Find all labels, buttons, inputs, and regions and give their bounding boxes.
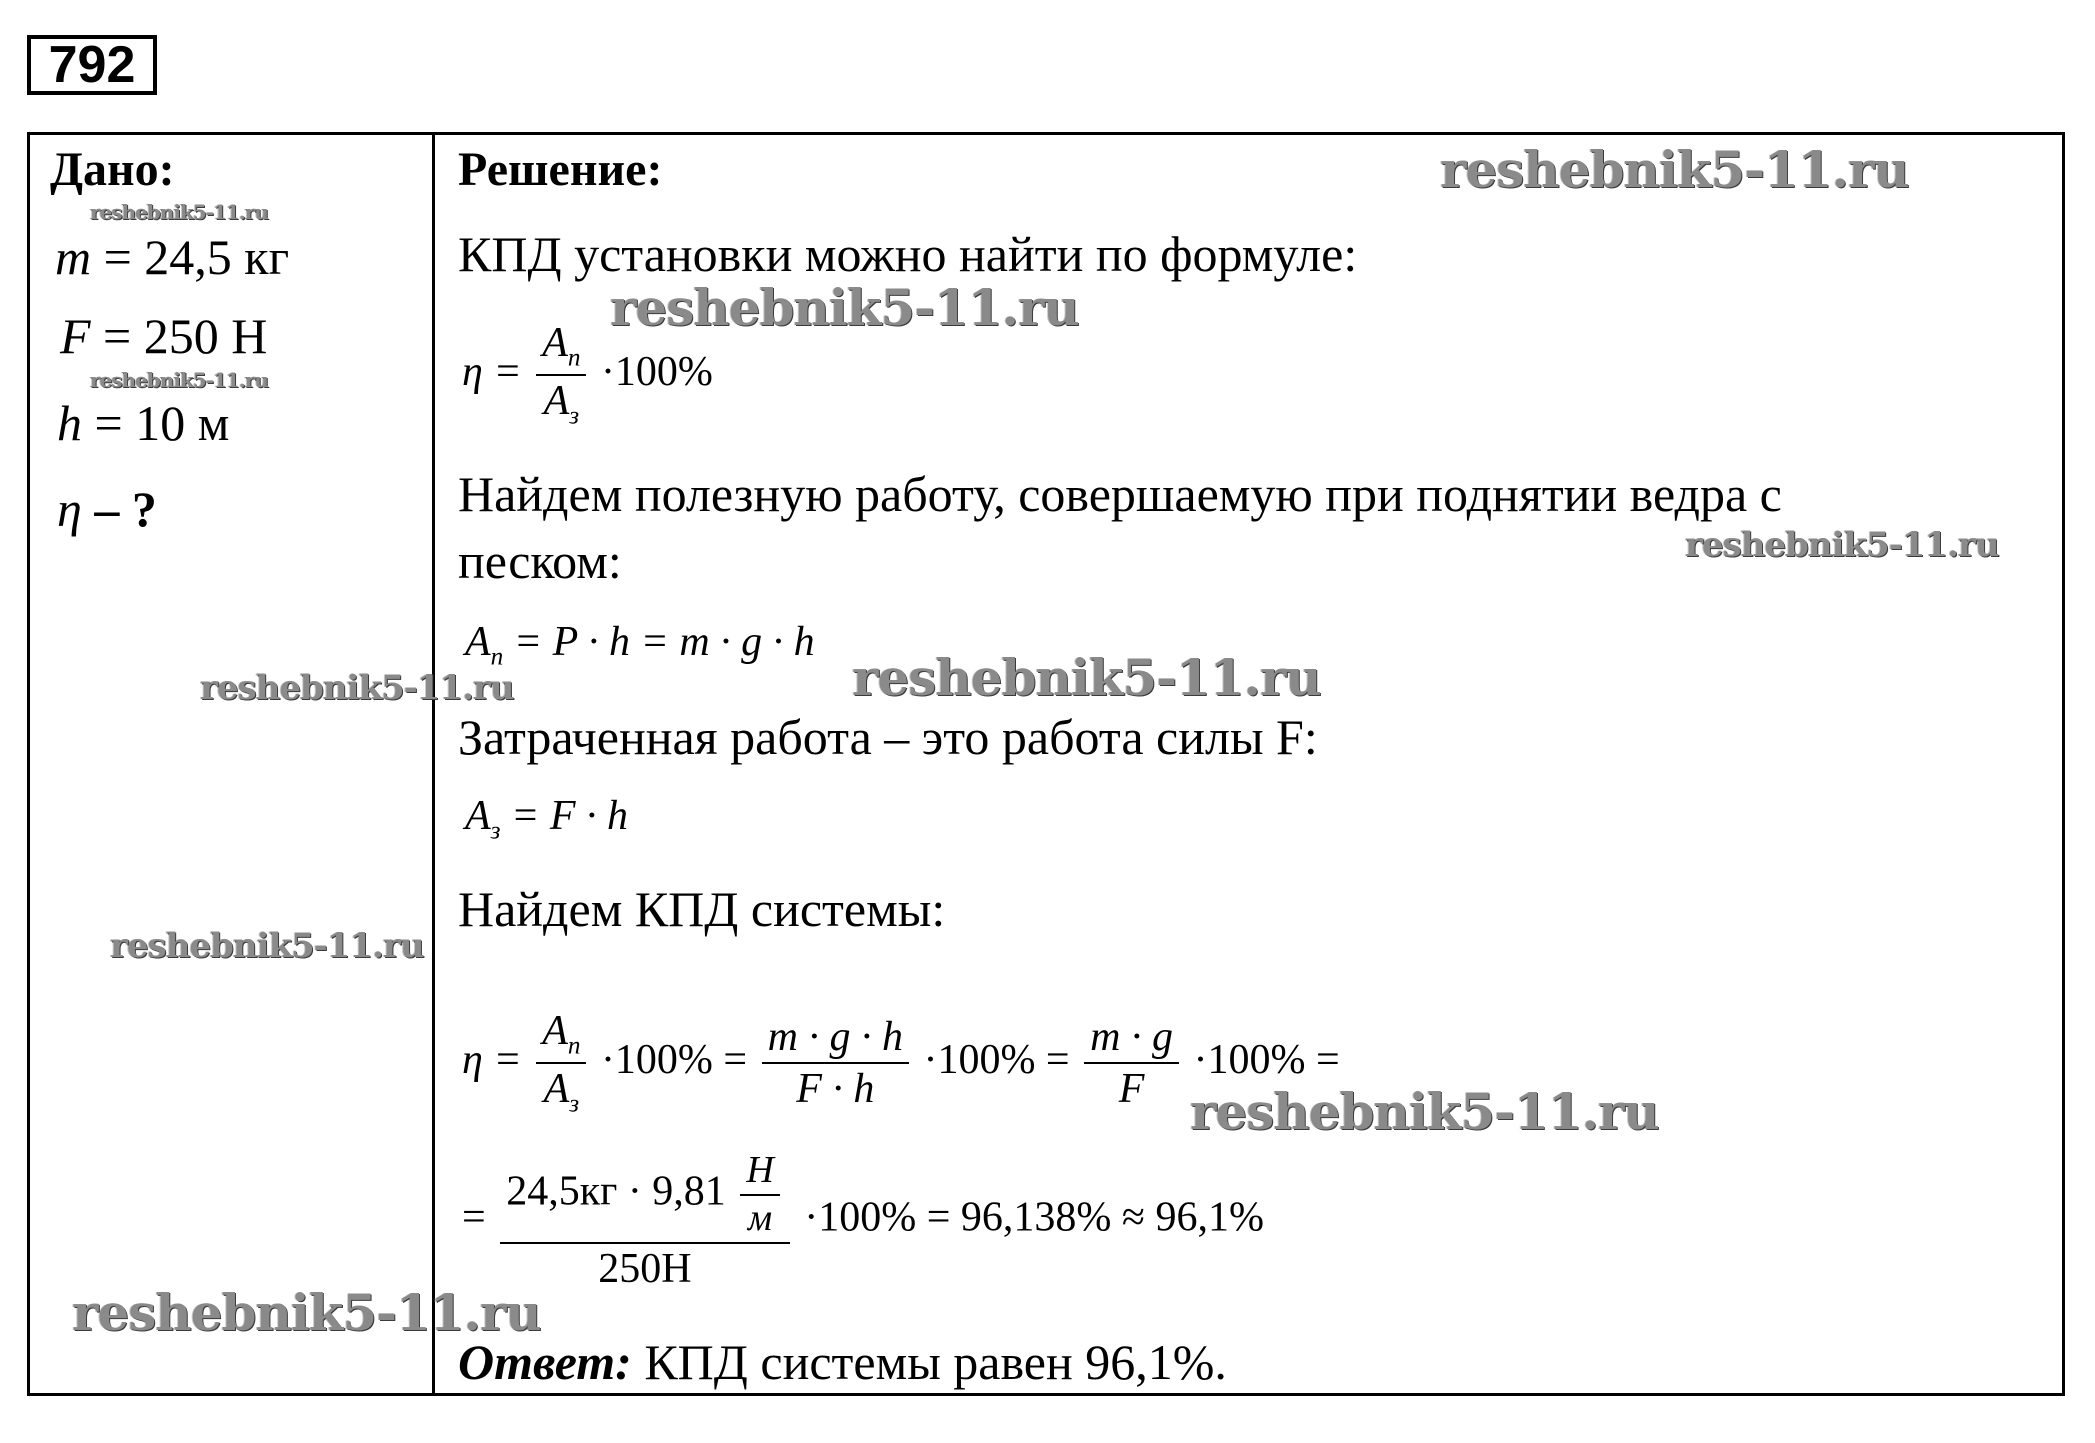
formula-efficiency: η = $\frac{A_п}{A_з}$ ·100%: [462, 320, 713, 430]
solution-line-4: Найдем КПД системы:: [458, 881, 946, 937]
answer-label: Ответ:: [458, 1334, 632, 1390]
solution-line-1: КПД установки можно найти по формуле:: [458, 226, 1358, 282]
watermark: reshebnik5-11.ru: [1440, 140, 1909, 199]
answer-text: КПД системы равен 96,1%.: [644, 1334, 1227, 1390]
fraction-a-useful-over-a-spent: $\frac{A_п}{A_з}$: [536, 320, 586, 430]
given-value-f: = 250 Н: [103, 308, 268, 364]
fraction-mg-over-f: $\frac{m \cdot g}{F}$: [1084, 1014, 1179, 1112]
watermark: reshebnik5-11.ru: [852, 648, 1321, 707]
given-var-f: F: [60, 308, 91, 364]
given-mass: [55, 228, 289, 286]
formula-useful-work: $A_п = P \cdot h = m \cdot g \cdot h$: [465, 619, 815, 671]
watermark: reshebnik5-11.ru: [110, 926, 424, 966]
formula-efficiency-expanded: η = $\frac{A_п}{A_з}$ ·100% = $\frac{m \cdot g \cdot h}{F \cdot h}$ ·100% = $\frac{m \cdot g}{F}$ ·100% =: [462, 1008, 1340, 1118]
solution-line-2b: песком:: [458, 533, 622, 589]
formula-calculation: = 24,5кг · 9,81 $\frac{Н}{м}$ 250Н ·100% = 96,138% ≈ 96,1%: [462, 1149, 1264, 1292]
watermark: reshebnik5-11.ru: [72, 1283, 541, 1342]
solution-line-3: Затраченная работа – это работа силы F:: [458, 709, 1318, 765]
solution-header: Решение:: [458, 143, 663, 196]
fraction-mgh-over-fh: $\frac{m \cdot g \cdot h}{F \cdot h}$: [762, 1014, 909, 1112]
watermark: reshebnik5-11.ru: [1685, 525, 1999, 565]
given-var-h: h: [57, 395, 82, 451]
fraction-unit-n-per-m: $\frac{Н}{м}$: [740, 1150, 779, 1240]
given-value-h: = 10 м: [94, 395, 230, 451]
watermark: reshebnik5-11.ru: [1190, 1082, 1659, 1141]
answer-line: [458, 1333, 1227, 1391]
watermark: reshebnik5-11.ru: [90, 200, 268, 224]
watermark: reshebnik5-11.ru: [90, 368, 268, 392]
fraction-numeric: 24,5кг · 9,81 $\frac{Н}{м}$ 250Н: [500, 1150, 790, 1292]
given-unknown: [57, 480, 157, 538]
given-var-eta: η: [57, 481, 82, 537]
given-value-eta: – ?: [94, 481, 157, 537]
watermark: reshebnik5-11.ru: [200, 668, 514, 708]
fraction-work-ratio: $\frac{A_п}{A_з}$: [536, 1008, 586, 1118]
solution-line-2a: Найдем полезную работу, совершаемую при поднятии ведра с: [458, 466, 1782, 522]
problem-number: 792: [27, 35, 157, 95]
watermark: reshebnik5-11.ru: [610, 278, 1079, 337]
given-var-m: m: [55, 229, 92, 285]
column-divider: [432, 132, 435, 1396]
given-force: [60, 307, 267, 365]
given-header: Дано:: [50, 143, 175, 196]
given-height: [57, 394, 229, 452]
given-value-m: = 24,5 кг: [103, 229, 290, 285]
formula-spent-work: $A_з = F \cdot h$: [465, 793, 628, 845]
